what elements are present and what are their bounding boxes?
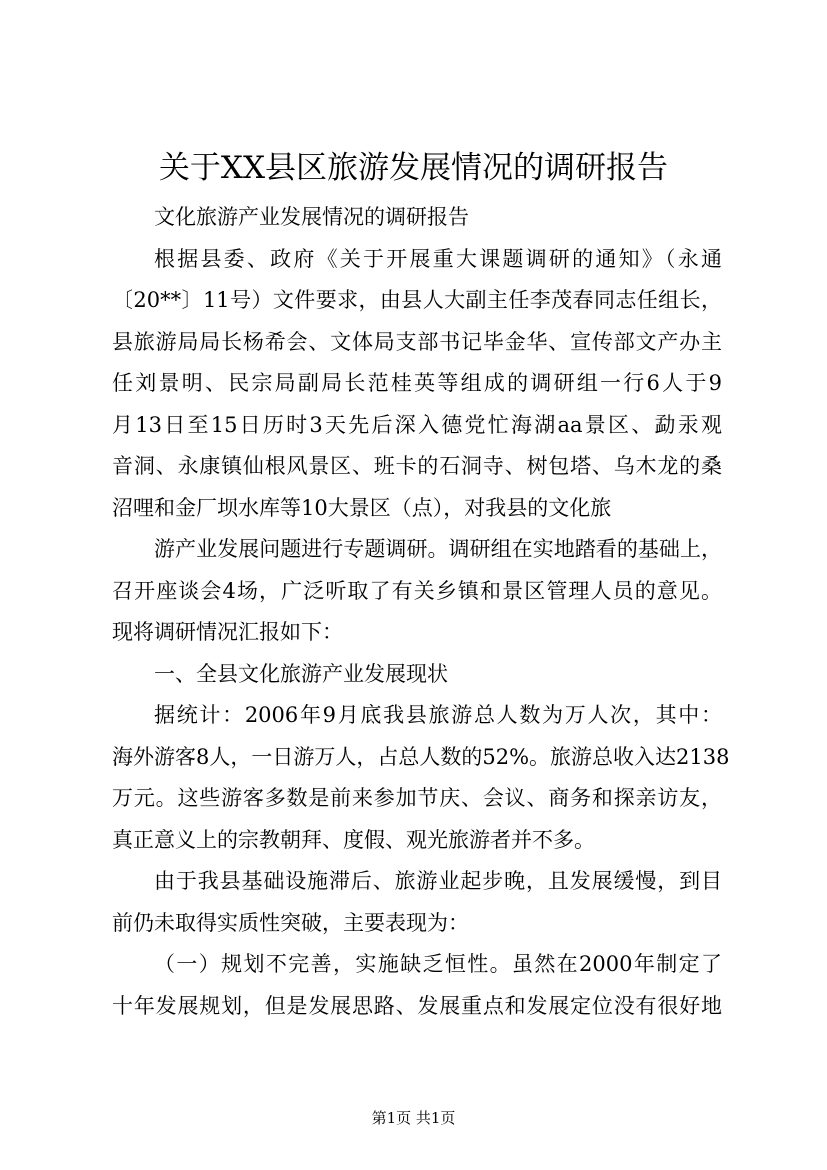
paragraph-line: 据统计：2006年9月底我县旅游总人数为万人次，其中： — [154, 703, 722, 727]
document-title: 关于XX县区旅游发展情况的调研报告 — [158, 150, 669, 186]
paragraph-line: 沼哩和金厂坝水库等10大景区（点），对我县的文化旅 — [112, 495, 612, 520]
paragraph-line: 月13日至15日历时3天先后深入德党忙海湖aa景区、勐汞观 — [112, 412, 722, 437]
paragraph-line: 游产业发展问题进行专题调研。调研组在实地踏看的基础上， — [154, 537, 722, 561]
paragraph-line: 海外游客8人，一日游万人，占总人数的52%。旅游总收入达2138 — [112, 744, 730, 769]
paragraph-line: （一）规划不完善，实施缺乏恒性。虽然在2000年制定了 — [154, 952, 722, 976]
paragraph-line: 任刘景明、民宗局副局长范桂英等组成的调研组一行6人于9 — [112, 371, 722, 395]
subtitle-line: 文化旅游产业发展情况的调研报告 — [154, 205, 469, 229]
paragraph-line: 〔20**〕11号）文件要求，由县人大副主任李茂春同志任组长， — [112, 288, 722, 312]
paragraph-line: 召开座谈会4场，广泛听取了有关乡镇和景区管理人员的意见。 — [112, 578, 722, 603]
document-body — [112, 197, 730, 1027]
section-heading: 一、全县文化旅游产业发展现状 — [154, 661, 448, 686]
paragraph-line: 十年发展规划，但是发展思路、发展重点和发展定位没有很好地 — [112, 993, 722, 1018]
paragraph-line: 音洞、永康镇仙根风景区、班卡的石洞寺、树包塔、乌木龙的桑 — [112, 454, 722, 478]
paragraph-line: 前仍未取得实质性突破，主要表现为： — [112, 910, 469, 935]
page-number-footer: 第1页 共1页 — [371, 1109, 456, 1127]
paragraph-line: 由于我县基础设施滞后、旅游业起步晚，且发展缓慢，到目 — [154, 869, 722, 893]
paragraph-line: 现将调研情况汇报如下： — [112, 620, 343, 644]
paragraph-line: 县旅游局局长杨希会、文体局支部书记毕金华、宣传部文产办主 — [112, 329, 722, 354]
paragraph-line: 万元。这些游客多数是前来参加节庆、会议、商务和探亲访友， — [112, 786, 722, 810]
paragraph-line: 真正意义上的宗教朝拜、度假、观光旅游者并不多。 — [112, 827, 595, 852]
paragraph-line: 根据县委、政府《关于开展重大课题调研的通知》（永通 — [154, 246, 722, 271]
